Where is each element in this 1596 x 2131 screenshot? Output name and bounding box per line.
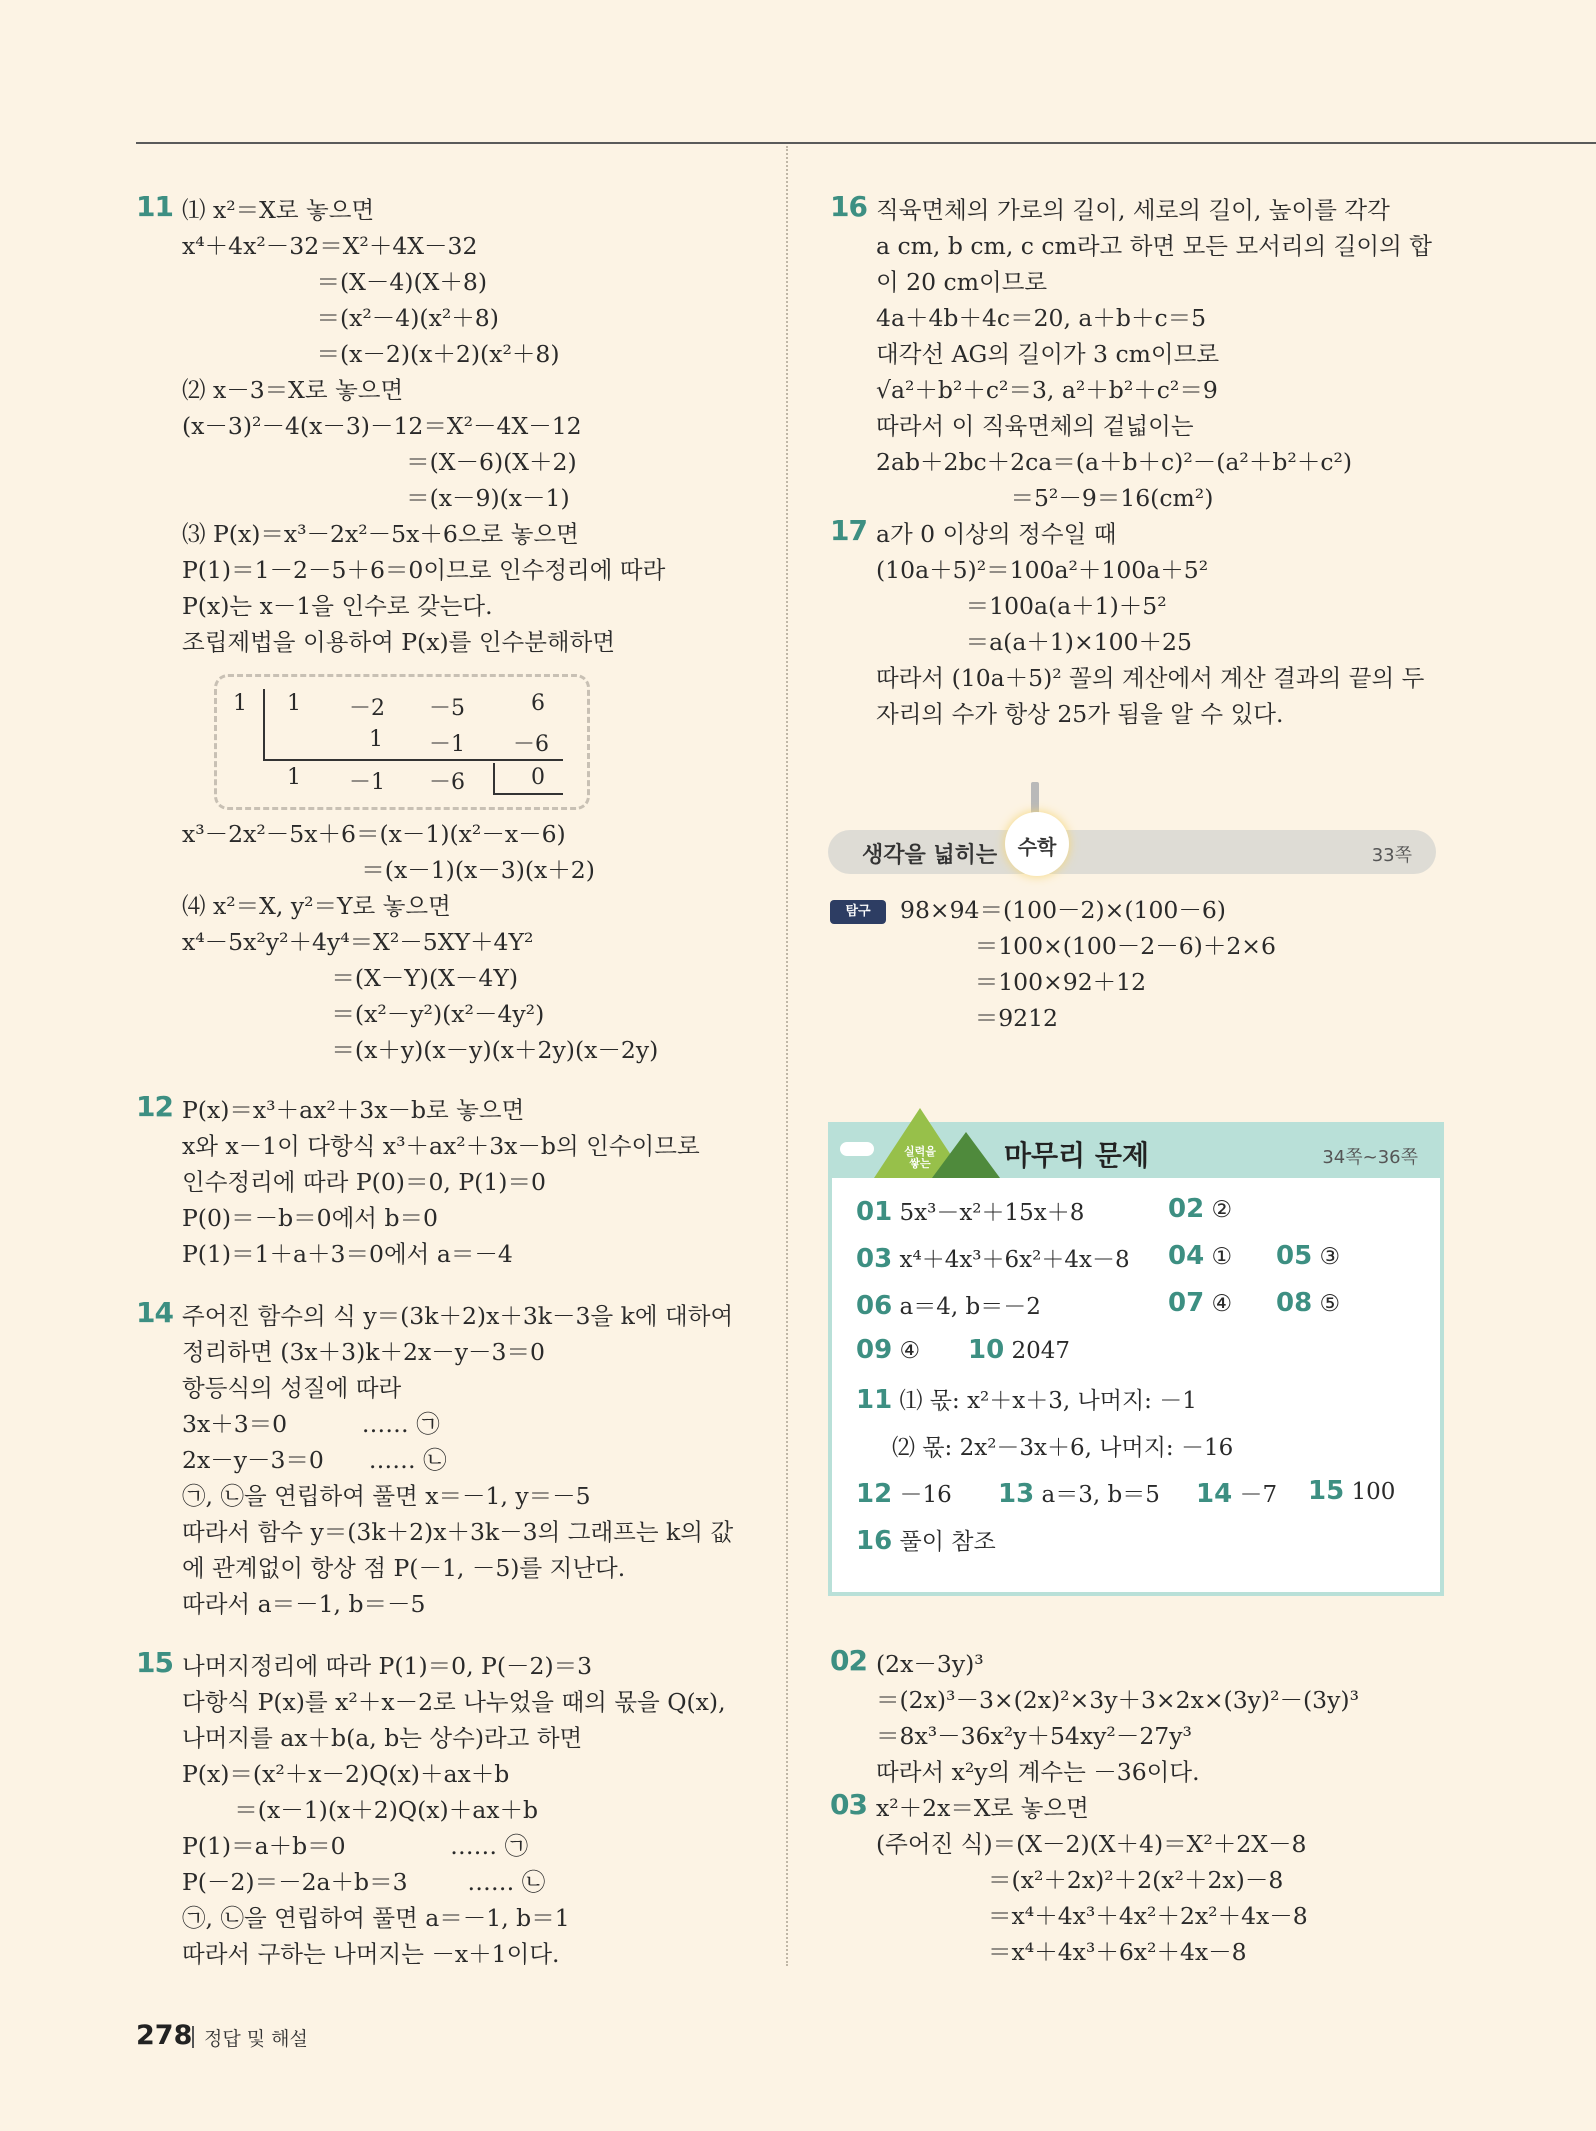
solution-line: 이 20 cm이므로 [876, 268, 1048, 296]
answer-item [1168, 1288, 1232, 1318]
answer-number: 01 [856, 1197, 893, 1227]
top-rule [136, 142, 1596, 144]
solution-line: ＝a(a＋1)×100＋25 [876, 628, 1192, 656]
problem-number: 11 [136, 190, 173, 223]
synthetic-division-box [214, 674, 590, 810]
solution-line: ＝(x－1)(x＋2)Q(x)＋ax＋b [182, 1796, 539, 1824]
solution-line: ＝x⁴＋4x³＋4x²＋2x²＋4x－8 [876, 1902, 1308, 1930]
answer-item [1276, 1288, 1340, 1318]
synth-cell: －1 [349, 770, 385, 795]
think-line: ＝9212 [900, 1004, 1059, 1032]
answer-text: 100 [1351, 1479, 1396, 1505]
answer-text: ② [1211, 1197, 1233, 1223]
answer-number: 15 [1308, 1476, 1345, 1506]
synth-cell: －6 [513, 732, 549, 757]
bulb-label: 수학 [1017, 835, 1057, 859]
solution-line: ＝(x－9)(x－1) [182, 484, 570, 512]
synth-cell: 1 [369, 727, 383, 752]
solution-line: √a²＋b²＋c²＝3, a²＋b²＋c²＝9 [876, 376, 1218, 404]
solution-line: 항등식의 성질에 따라 [182, 1374, 402, 1402]
think-line: ＝100×(100－2－6)＋2×6 [900, 932, 1276, 960]
answer-item [1276, 1241, 1340, 1271]
answer-number: 06 [856, 1291, 893, 1321]
answer-item [1168, 1194, 1232, 1224]
bulb-stem [1031, 782, 1039, 816]
solution-line: x⁴－5x²y²＋4y⁴＝X²－5XY＋4Y² [182, 928, 534, 956]
answer-text: 2047 [1011, 1338, 1071, 1364]
answer-text: －7 [1239, 1482, 1278, 1508]
solution-line: ＝(X－Y)(X－4Y) [182, 964, 519, 992]
solution-line: ⑵ x－3＝X로 놓으면 [182, 376, 404, 404]
mountain-icon-small [932, 1132, 1000, 1178]
problem-number: 17 [830, 514, 867, 547]
think-page-ref: 33쪽 [1371, 845, 1412, 866]
synth-vline [263, 689, 265, 761]
synth-cell: 1 [287, 691, 301, 716]
answer-item [856, 1288, 1041, 1321]
solution-line: ＝(2x)³－3×(2x)²×3y＋3×2x×(3y)²－(3y)³ [876, 1686, 1359, 1714]
answer-number: 16 [856, 1526, 893, 1556]
solution-line: 대각선 AG의 길이가 3 cm이므로 [876, 340, 1220, 368]
solution-line: a가 0 이상의 정수일 때 [876, 520, 1117, 548]
problem-number: 14 [136, 1296, 173, 1329]
synth-cell: －5 [429, 696, 465, 721]
answer-text: ④ [899, 1338, 921, 1364]
answer-text: a＝4, b＝－2 [899, 1294, 1041, 1320]
answer-text: ⑴ 몫: x²＋x＋3, 나머지: －1 [899, 1388, 1197, 1414]
synth-divisor: 1 [233, 691, 247, 716]
solution-line: ＝(x²＋2x)²＋2(x²＋2x)－8 [876, 1866, 1284, 1894]
answer-text: 5x³－x²＋15x＋8 [899, 1200, 1085, 1226]
synth-cell: －1 [429, 732, 465, 757]
think-line: 98×94＝(100－2)×(100－6) [900, 896, 1226, 924]
answer-item [856, 1523, 996, 1556]
synth-cell: －2 [349, 696, 385, 721]
synth-cell: 0 [531, 765, 545, 790]
solution-line: 주어진 함수의 식 y＝(3k＋2)x＋3k－3을 k에 대하여 [182, 1302, 734, 1330]
solution-line: 자리의 수가 항상 25가 됨을 알 수 있다. [876, 700, 1284, 728]
answer-text: ① [1211, 1244, 1233, 1270]
answer-item [856, 1335, 920, 1365]
solution-line: P(x)＝x³＋ax²＋3x－b로 놓으면 [182, 1096, 525, 1124]
answer-item [1308, 1476, 1395, 1506]
tamgu-badge: 탐구 [830, 900, 886, 924]
answer-text: ⑵ 몫: 2x²－3x＋6, 나머지: －16 [892, 1435, 1234, 1461]
solution-line: x와 x－1이 다항식 x³＋ax²＋3x－b의 인수이므로 [182, 1132, 700, 1160]
answer-number: 03 [856, 1244, 893, 1274]
answer-item [968, 1335, 1070, 1365]
answer-text: ④ [1211, 1291, 1233, 1317]
synth-cell: －6 [429, 770, 465, 795]
answer-text: ③ [1319, 1244, 1341, 1270]
footer-separator [192, 2026, 194, 2048]
solution-line: P(0)＝－b＝0에서 b＝0 [182, 1204, 438, 1232]
solution-line: ＝x⁴＋4x³＋6x²＋4x－8 [876, 1938, 1247, 1966]
answer-number: 08 [1276, 1288, 1313, 1318]
problem-number: 02 [830, 1644, 867, 1677]
answer-item [856, 1194, 1084, 1227]
answer-number: 07 [1168, 1288, 1205, 1318]
think-line: ＝100×92＋12 [900, 968, 1147, 996]
solution-line: ㉠, ㉡을 연립하여 풀면 a＝－1, b＝1 [182, 1904, 570, 1932]
synth-rem-hline [493, 793, 563, 795]
answer-number: 02 [1168, 1194, 1205, 1224]
answer-text: －16 [899, 1482, 952, 1508]
solution-line: 인수정리에 따라 P(0)＝0, P(1)＝0 [182, 1168, 546, 1196]
solution-line: x²＋2x＝X로 놓으면 [876, 1794, 1089, 1822]
solution-line: P(－2)＝－2a＋b＝3 …… ㉡ [182, 1868, 546, 1896]
solution-line: ＝8x³－36x²y＋54xy²－27y³ [876, 1722, 1192, 1750]
solution-line: 나머지를 ax＋b(a, b는 상수)라고 하면 [182, 1724, 583, 1752]
solution-line: ＝(x－1)(x－3)(x＋2) [182, 856, 595, 884]
solution-line: ⑷ x²＝X, y²＝Y로 놓으면 [182, 892, 451, 920]
synth-hline [263, 759, 563, 761]
solution-line: 2x－y－3＝0 …… ㉡ [182, 1446, 447, 1474]
final-answers-box [828, 1122, 1444, 1596]
think-header [828, 830, 1436, 874]
solution-line: ＝(x＋y)(x－y)(x＋2y)(x－2y) [182, 1036, 659, 1064]
answer-item [998, 1476, 1160, 1509]
solution-line: P(1)＝1－2－5＋6＝0이므로 인수정리에 따라 [182, 556, 666, 584]
solution-line: 조립제법을 이용하여 P(x)를 인수분해하면 [182, 628, 616, 656]
answer-item [1168, 1241, 1232, 1271]
answer-number: 10 [968, 1335, 1005, 1365]
solution-line: x⁴＋4x²－32＝X²＋4X－32 [182, 232, 478, 260]
solution-line: ＝(x－2)(x＋2)(x²＋8) [182, 340, 560, 368]
answer-item [856, 1476, 952, 1509]
problem-number: 12 [136, 1090, 173, 1123]
solution-line: 4a＋4b＋4c＝20, a＋b＋c＝5 [876, 304, 1207, 332]
answer-number: 04 [1168, 1241, 1205, 1271]
solution-line: ＝100a(a＋1)＋5² [876, 592, 1167, 620]
cloud-icon [840, 1142, 874, 1156]
problem-number: 03 [830, 1788, 867, 1821]
answer-item [856, 1382, 1197, 1415]
solution-line: ＝5²－9＝16(cm²) [876, 484, 1214, 512]
solution-line: (10a＋5)²＝100a²＋100a＋5² [876, 556, 1209, 584]
solution-line: P(x)＝(x²＋x－2)Q(x)＋ax＋b [182, 1760, 510, 1788]
lightbulb-icon [1005, 812, 1069, 876]
solution-line: 따라서 x²y의 계수는 －36이다. [876, 1758, 1200, 1786]
solution-line: 따라서 구하는 나머지는 －x＋1이다. [182, 1940, 560, 1968]
final-badge: 실력을 쌓는 [904, 1145, 936, 1170]
solution-line: 따라서 (10a＋5)² 꼴의 계산에서 계산 결과의 끝의 두 [876, 664, 1425, 692]
solution-line: 3x＋3＝0 …… ㉠ [182, 1410, 440, 1438]
final-header [832, 1126, 1440, 1178]
answer-number: 11 [856, 1385, 893, 1415]
solution-line: 나머지정리에 따라 P(1)＝0, P(－2)＝3 [182, 1652, 593, 1680]
solution-line: P(1)＝a＋b＝0 …… ㉠ [182, 1832, 529, 1860]
answer-text: x⁴＋4x³＋6x²＋4x－8 [899, 1247, 1130, 1273]
answer-number: 14 [1196, 1479, 1233, 1509]
solution-line: 따라서 함수 y＝(3k＋2)x＋3k－3의 그래프는 k의 값 [182, 1518, 734, 1546]
answer-text: a＝3, b＝5 [1041, 1482, 1160, 1508]
answer-number: 05 [1276, 1241, 1313, 1271]
answer-text: ⑤ [1319, 1291, 1341, 1317]
final-title: 마무리 문제 [1004, 1139, 1149, 1172]
solution-line: ＝(X－6)(X＋2) [182, 448, 577, 476]
answer-number: 12 [856, 1479, 893, 1509]
column-divider [786, 146, 788, 1966]
footer-label: 정답 및 해설 [204, 2028, 308, 2050]
page-number: 278 [136, 2020, 193, 2051]
final-page-ref: 34쪽~36쪽 [1322, 1147, 1418, 1168]
solution-line: ＝(X－4)(X＋8) [182, 268, 487, 296]
answer-text: 풀이 참조 [899, 1529, 996, 1555]
answer-item [856, 1241, 1130, 1274]
solution-line: ㉠, ㉡을 연립하여 풀면 x＝－1, y＝－5 [182, 1482, 591, 1510]
solution-line: 따라서 이 직육면체의 겉넓이는 [876, 412, 1194, 440]
solution-line: a cm, b cm, c cm라고 하면 모든 모서리의 길이의 합 [876, 232, 1433, 260]
answer-item [1196, 1476, 1277, 1509]
synth-cell: 1 [287, 765, 301, 790]
solution-line: 정리하면 (3x＋3)k＋2x－y－3＝0 [182, 1338, 545, 1366]
answer-item [892, 1429, 1233, 1462]
solution-line: 직육면체의 가로의 길이, 세로의 길이, 높이를 각각 [876, 196, 1390, 224]
solution-line: x³－2x²－5x＋6＝(x－1)(x²－x－6) [182, 820, 566, 848]
solution-line: 다항식 P(x)를 x²＋x－2로 나누었을 때의 몫을 Q(x), [182, 1688, 726, 1716]
think-title: 생각을 넓히는 [862, 843, 998, 868]
synth-rem-vline [493, 763, 495, 795]
solution-line: 따라서 a＝－1, b＝－5 [182, 1590, 426, 1618]
solution-line: (x－3)²－4(x－3)－12＝X²－4X－12 [182, 412, 582, 440]
solution-line: ⑴ x²＝X로 놓으면 [182, 196, 375, 224]
problem-number: 16 [830, 190, 867, 223]
solution-line: (2x－3y)³ [876, 1650, 984, 1678]
solution-line: 에 관계없이 항상 점 P(－1, －5)를 지난다. [182, 1554, 626, 1582]
solution-line: 2ab＋2bc＋2ca＝(a＋b＋c)²－(a²＋b²＋c²) [876, 448, 1353, 476]
solution-line: ＝(x²－y²)(x²－4y²) [182, 1000, 545, 1028]
solution-line: ⑶ P(x)＝x³－2x²－5x＋6으로 놓으면 [182, 520, 579, 548]
solution-line: ＝(x²－4)(x²＋8) [182, 304, 499, 332]
solution-line: (주어진 식)＝(X－2)(X＋4)＝X²＋2X－8 [876, 1830, 1307, 1858]
answer-number: 13 [998, 1479, 1035, 1509]
solution-line: P(x)는 x－1을 인수로 갖는다. [182, 592, 493, 620]
solution-line: P(1)＝1＋a＋3＝0에서 a＝－4 [182, 1240, 513, 1268]
synth-cell: 6 [531, 691, 545, 716]
answer-number: 09 [856, 1335, 893, 1365]
problem-number: 15 [136, 1646, 173, 1679]
